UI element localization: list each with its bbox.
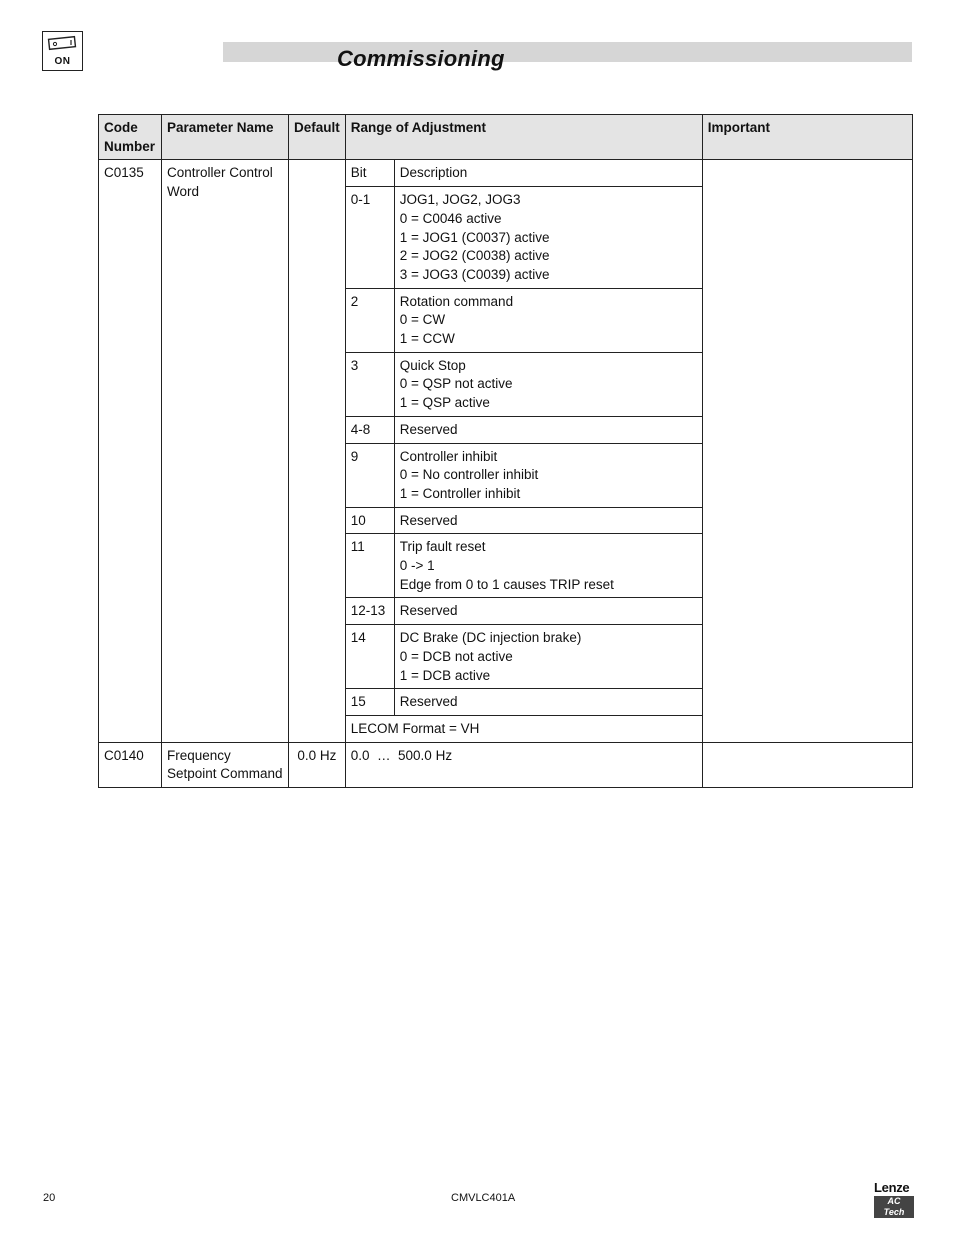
table-header-row <box>99 115 913 160</box>
bit-row <box>346 187 702 289</box>
lecom-format: LECOM Format = VH <box>350 720 480 736</box>
bit-description: Reserved <box>394 689 702 716</box>
bit-row <box>346 598 702 625</box>
bit-description: DC Brake (DC injection brake) 0 = DCB not active 1 = DCB active <box>394 625 702 689</box>
bit-number: 4-8 <box>346 416 395 443</box>
default-cell <box>289 160 346 742</box>
bit-header: Bit <box>346 160 395 186</box>
bit-number: 14 <box>346 625 395 689</box>
bit-number: 11 <box>346 534 395 598</box>
header-default: Default <box>289 115 346 160</box>
bit-number: 10 <box>346 507 395 534</box>
range-cell: 0.0 … 500.0 Hz <box>345 742 702 787</box>
power-switch-icon <box>42 31 83 71</box>
default-cell: 0.0 Hz <box>289 742 346 787</box>
table-row-c0135 <box>99 160 913 742</box>
bit-number: 0-1 <box>346 187 395 289</box>
bit-description: Reserved <box>394 598 702 625</box>
document-code: CMVLC401A <box>451 1192 516 1204</box>
table-row-c0140 <box>99 742 913 787</box>
lenze-logo <box>874 1181 914 1218</box>
header-parameter-name: Parameter Name <box>162 115 289 160</box>
important-cell <box>702 160 912 742</box>
logo-lenze-text: Lenze <box>874 1180 910 1195</box>
bit-description: Trip fault reset 0 -> 1 Edge from 0 to 1 causes TRIP reset <box>394 534 702 598</box>
bit-row <box>346 689 702 716</box>
bit-number: 12-13 <box>346 598 395 625</box>
bit-header-row <box>346 160 702 186</box>
code-cell: C0140 <box>99 742 162 787</box>
bit-table <box>346 160 702 741</box>
header-code-number: Code Number <box>99 115 162 160</box>
page-number: 20 <box>43 1192 56 1204</box>
bit-description: Quick Stop 0 = QSP not active 1 = QSP active <box>394 352 702 416</box>
bit-row <box>346 507 702 534</box>
header-range: Range of Adjustment <box>345 115 702 160</box>
page-title: Commissioning <box>337 46 505 71</box>
bit-description: Reserved <box>394 507 702 534</box>
bit-row <box>346 352 702 416</box>
code-cell: C0135 <box>99 160 162 742</box>
bit-row <box>346 288 702 352</box>
important-cell <box>702 742 912 787</box>
bit-description: Rotation command 0 = CW 1 = CCW <box>394 288 702 352</box>
parameter-table <box>98 114 913 788</box>
parameter-name-cell: Controller Control Word <box>162 160 289 742</box>
format-row <box>346 715 702 741</box>
power-switch-label: ON <box>54 56 71 67</box>
bit-number: 15 <box>346 689 395 716</box>
bit-number: 3 <box>346 352 395 416</box>
description-header: Description <box>394 160 702 186</box>
bit-description: JOG1, JOG2, JOG3 0 = C0046 active 1 = JOG1 (C0037) active 2 = JOG2 (C0038) active 3 = JOG3 (C0039) active <box>394 187 702 289</box>
bit-row <box>346 416 702 443</box>
logo-actech-text: AC Tech <box>874 1196 914 1218</box>
bit-number: 2 <box>346 288 395 352</box>
bit-description: Controller inhibit 0 = No controller inhibit 1 = Controller inhibit <box>394 443 702 507</box>
bit-row <box>346 534 702 598</box>
range-cell <box>345 160 702 742</box>
bit-description: Reserved <box>394 416 702 443</box>
bit-row <box>346 443 702 507</box>
bit-row <box>346 625 702 689</box>
bit-number: 9 <box>346 443 395 507</box>
parameter-name-cell: Frequency Setpoint Command <box>162 742 289 787</box>
header-important: Important <box>702 115 912 160</box>
title-bar <box>223 42 912 62</box>
